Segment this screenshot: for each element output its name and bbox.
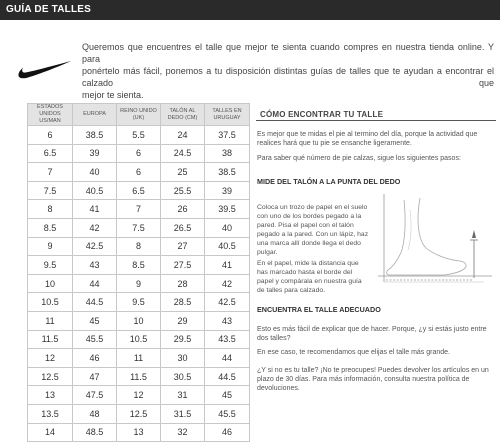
table-cell: 47.5 bbox=[73, 386, 117, 405]
table-cell: 42 bbox=[73, 218, 117, 237]
table-cell: 46 bbox=[205, 423, 250, 442]
table-cell: 10.5 bbox=[28, 293, 73, 312]
table-cell: 24 bbox=[161, 126, 205, 145]
text-line: has marcado hasta el borde del bbox=[257, 269, 353, 276]
text-line: Esto es más fácil de explicar que de hacer. Porque, ¿y si estás justo entre bbox=[257, 326, 487, 333]
guide-paragraph-6: En ese caso, te recomendamos que elijas el talle más grande. bbox=[257, 349, 450, 356]
column-header-uruguay: TALLES EN URUGUAY bbox=[205, 104, 250, 126]
table-cell: 44 bbox=[73, 274, 117, 293]
foot-measurement-illustration bbox=[374, 190, 496, 290]
table-cell: 8.5 bbox=[117, 256, 161, 275]
table-row bbox=[28, 256, 250, 275]
table-row bbox=[28, 423, 250, 442]
table-cell: 43 bbox=[73, 256, 117, 275]
text-line: realices hará que tu pie se ensanche ligeramente. bbox=[257, 140, 412, 147]
table-cell: 47 bbox=[73, 367, 117, 386]
table-cell: 41 bbox=[205, 256, 250, 275]
table-cell: 9 bbox=[28, 237, 73, 256]
table-row bbox=[28, 181, 250, 200]
table-cell: 28 bbox=[161, 274, 205, 293]
table-row bbox=[28, 144, 250, 163]
text-line: Coloca un trozo de papel en el suelo bbox=[257, 204, 368, 211]
table-cell: 6.5 bbox=[28, 144, 73, 163]
table-cell: 6 bbox=[28, 126, 73, 145]
table-cell: 38 bbox=[205, 144, 250, 163]
table-cell: 8 bbox=[117, 237, 161, 256]
table-cell: 39 bbox=[73, 144, 117, 163]
table-cell: 27 bbox=[161, 237, 205, 256]
table-cell: 9.5 bbox=[28, 256, 73, 275]
step-heading-find-size: ENCUENTRA EL TALLE ADECUADO bbox=[257, 305, 381, 314]
table-cell: 39.5 bbox=[205, 200, 250, 219]
intro-text bbox=[82, 41, 494, 101]
page-title: GUÍA DE TALLES bbox=[6, 4, 92, 15]
table-row bbox=[28, 311, 250, 330]
table-cell: 9 bbox=[117, 274, 161, 293]
text-line: una marca allí donde llega el dedo bbox=[257, 240, 361, 247]
table-row bbox=[28, 237, 250, 256]
table-cell: 31.5 bbox=[161, 404, 205, 423]
guide-title-text: CÓMO ENCONTRAR TU TALLE bbox=[260, 110, 384, 119]
table-cell: 7.5 bbox=[117, 218, 161, 237]
table-header-row bbox=[28, 104, 250, 126]
table-cell: 26 bbox=[161, 200, 205, 219]
table-row bbox=[28, 349, 250, 368]
table-cell: 9.5 bbox=[117, 293, 161, 312]
table-cell: 38.5 bbox=[205, 163, 250, 182]
table-cell: 27.5 bbox=[161, 256, 205, 275]
intro-line: mejor te sienta. bbox=[82, 90, 144, 100]
guide-paragraph-4 bbox=[257, 259, 381, 295]
text-line: pared. Pisa el papel con el talón bbox=[257, 222, 354, 229]
table-cell: 13 bbox=[117, 423, 161, 442]
table-cell: 11 bbox=[28, 311, 73, 330]
table-cell: 40.5 bbox=[205, 237, 250, 256]
table-cell: 44 bbox=[205, 349, 250, 368]
table-cell: 48.5 bbox=[73, 423, 117, 442]
table-cell: 32 bbox=[161, 423, 205, 442]
table-cell: 13.5 bbox=[28, 404, 73, 423]
table-cell: 13 bbox=[28, 386, 73, 405]
table-cell: 10.5 bbox=[117, 330, 161, 349]
table-cell: 30 bbox=[161, 349, 205, 368]
intro-line: Queremos que encuentres el talle que mejor te sienta cuando compres en nuestra tienda online. Y para bbox=[82, 42, 494, 64]
table-cell: 12 bbox=[117, 386, 161, 405]
text-line: ¿Y si no es tu talle? ¡No te preocupes! Puedes devolver los artículos en un bbox=[257, 367, 489, 374]
table-cell: 44.5 bbox=[205, 367, 250, 386]
text-line: papel y compárala en nuestra guía bbox=[257, 278, 362, 285]
column-header-uk: REINO UNIDO (UK) bbox=[117, 104, 161, 126]
intro-line: ponértelo más fácil, ponemos a tu disposición distintas guías de talles que te ayudan a encontrar el calzado que bbox=[82, 66, 494, 88]
text-line: En el papel, mide la distancia que bbox=[257, 260, 359, 267]
header-bar bbox=[0, 0, 500, 20]
table-cell: 6 bbox=[117, 144, 161, 163]
table-row bbox=[28, 367, 250, 386]
guide-paragraph-7 bbox=[257, 366, 493, 393]
table-cell: 11.5 bbox=[28, 330, 73, 349]
table-cell: 8 bbox=[28, 200, 73, 219]
table-cell: 24.5 bbox=[161, 144, 205, 163]
text-line: con uno de los bordes pegado a la bbox=[257, 213, 362, 220]
table-cell: 31 bbox=[161, 386, 205, 405]
table-cell: 30.5 bbox=[161, 367, 205, 386]
table-cell: 41 bbox=[73, 200, 117, 219]
table-cell: 7 bbox=[117, 200, 161, 219]
text-line: dos talles? bbox=[257, 335, 291, 342]
text-line: plazo de 30 días. Para más información, consulta nuestra política de bbox=[257, 376, 470, 383]
table-cell: 11.5 bbox=[117, 367, 161, 386]
table-cell: 42.5 bbox=[73, 237, 117, 256]
table-cell: 42.5 bbox=[205, 293, 250, 312]
column-header-europe: EUROPA bbox=[73, 104, 117, 126]
table-cell: 29.5 bbox=[161, 330, 205, 349]
table-cell: 12.5 bbox=[28, 367, 73, 386]
table-cell: 45.5 bbox=[205, 404, 250, 423]
table-row bbox=[28, 274, 250, 293]
table-cell: 28.5 bbox=[161, 293, 205, 312]
guide-title bbox=[256, 110, 496, 121]
table-cell: 43.5 bbox=[205, 330, 250, 349]
table-cell: 11 bbox=[117, 349, 161, 368]
table-row bbox=[28, 404, 250, 423]
table-cell: 10 bbox=[117, 311, 161, 330]
table-row bbox=[28, 293, 250, 312]
guide-paragraph-3 bbox=[257, 203, 381, 257]
table-cell: 40 bbox=[205, 218, 250, 237]
text-line: de talles para calzado. bbox=[257, 287, 326, 294]
text-line: devoluciones. bbox=[257, 385, 300, 392]
table-cell: 10 bbox=[28, 274, 73, 293]
table-cell: 7 bbox=[28, 163, 73, 182]
table-cell: 6 bbox=[117, 163, 161, 182]
table-cell: 12.5 bbox=[117, 404, 161, 423]
table-cell: 44.5 bbox=[73, 293, 117, 312]
guide-paragraph-1 bbox=[257, 130, 493, 148]
table-cell: 25 bbox=[161, 163, 205, 182]
table-cell: 26.5 bbox=[161, 218, 205, 237]
swoosh-logo-icon bbox=[16, 58, 72, 80]
table-cell: 45.5 bbox=[73, 330, 117, 349]
table-row bbox=[28, 386, 250, 405]
table-cell: 12 bbox=[28, 349, 73, 368]
table-cell: 45 bbox=[73, 311, 117, 330]
column-header-cm: TALÓN AL DEDO (CM) bbox=[161, 104, 205, 126]
table-cell: 37.5 bbox=[205, 126, 250, 145]
table-row bbox=[28, 163, 250, 182]
step-heading-measure: MIDE DEL TALÓN A LA PUNTA DEL DEDO bbox=[257, 177, 401, 186]
table-cell: 25.5 bbox=[161, 181, 205, 200]
size-table bbox=[27, 103, 250, 442]
table-cell: 39 bbox=[205, 181, 250, 200]
table-cell: 43 bbox=[205, 311, 250, 330]
guide-paragraph-2: Para saber qué número de pie calzas, sigue los siguientes pasos: bbox=[257, 155, 461, 162]
table-row bbox=[28, 218, 250, 237]
table-cell: 8.5 bbox=[28, 218, 73, 237]
table-cell: 45 bbox=[205, 386, 250, 405]
table-row bbox=[28, 330, 250, 349]
text-line: Es mejor que te midas el pie al termino del día, porque la actividad que bbox=[257, 131, 478, 138]
table-row bbox=[28, 126, 250, 145]
table-cell: 46 bbox=[73, 349, 117, 368]
table-cell: 5.5 bbox=[117, 126, 161, 145]
table-cell: 6.5 bbox=[117, 181, 161, 200]
table-cell: 38.5 bbox=[73, 126, 117, 145]
table-row bbox=[28, 200, 250, 219]
table-cell: 42 bbox=[205, 274, 250, 293]
column-header-us: ESTADOS UNIDOS US/MAN bbox=[28, 104, 73, 126]
table-cell: 14 bbox=[28, 423, 73, 442]
table-cell: 40.5 bbox=[73, 181, 117, 200]
table-cell: 7.5 bbox=[28, 181, 73, 200]
guide-paragraph-5 bbox=[257, 325, 493, 343]
table-cell: 48 bbox=[73, 404, 117, 423]
table-cell: 40 bbox=[73, 163, 117, 182]
text-line: pulgar. bbox=[257, 249, 278, 256]
text-line: pegado a la pared. Con un lápiz, haz bbox=[257, 231, 369, 238]
table-cell: 29 bbox=[161, 311, 205, 330]
